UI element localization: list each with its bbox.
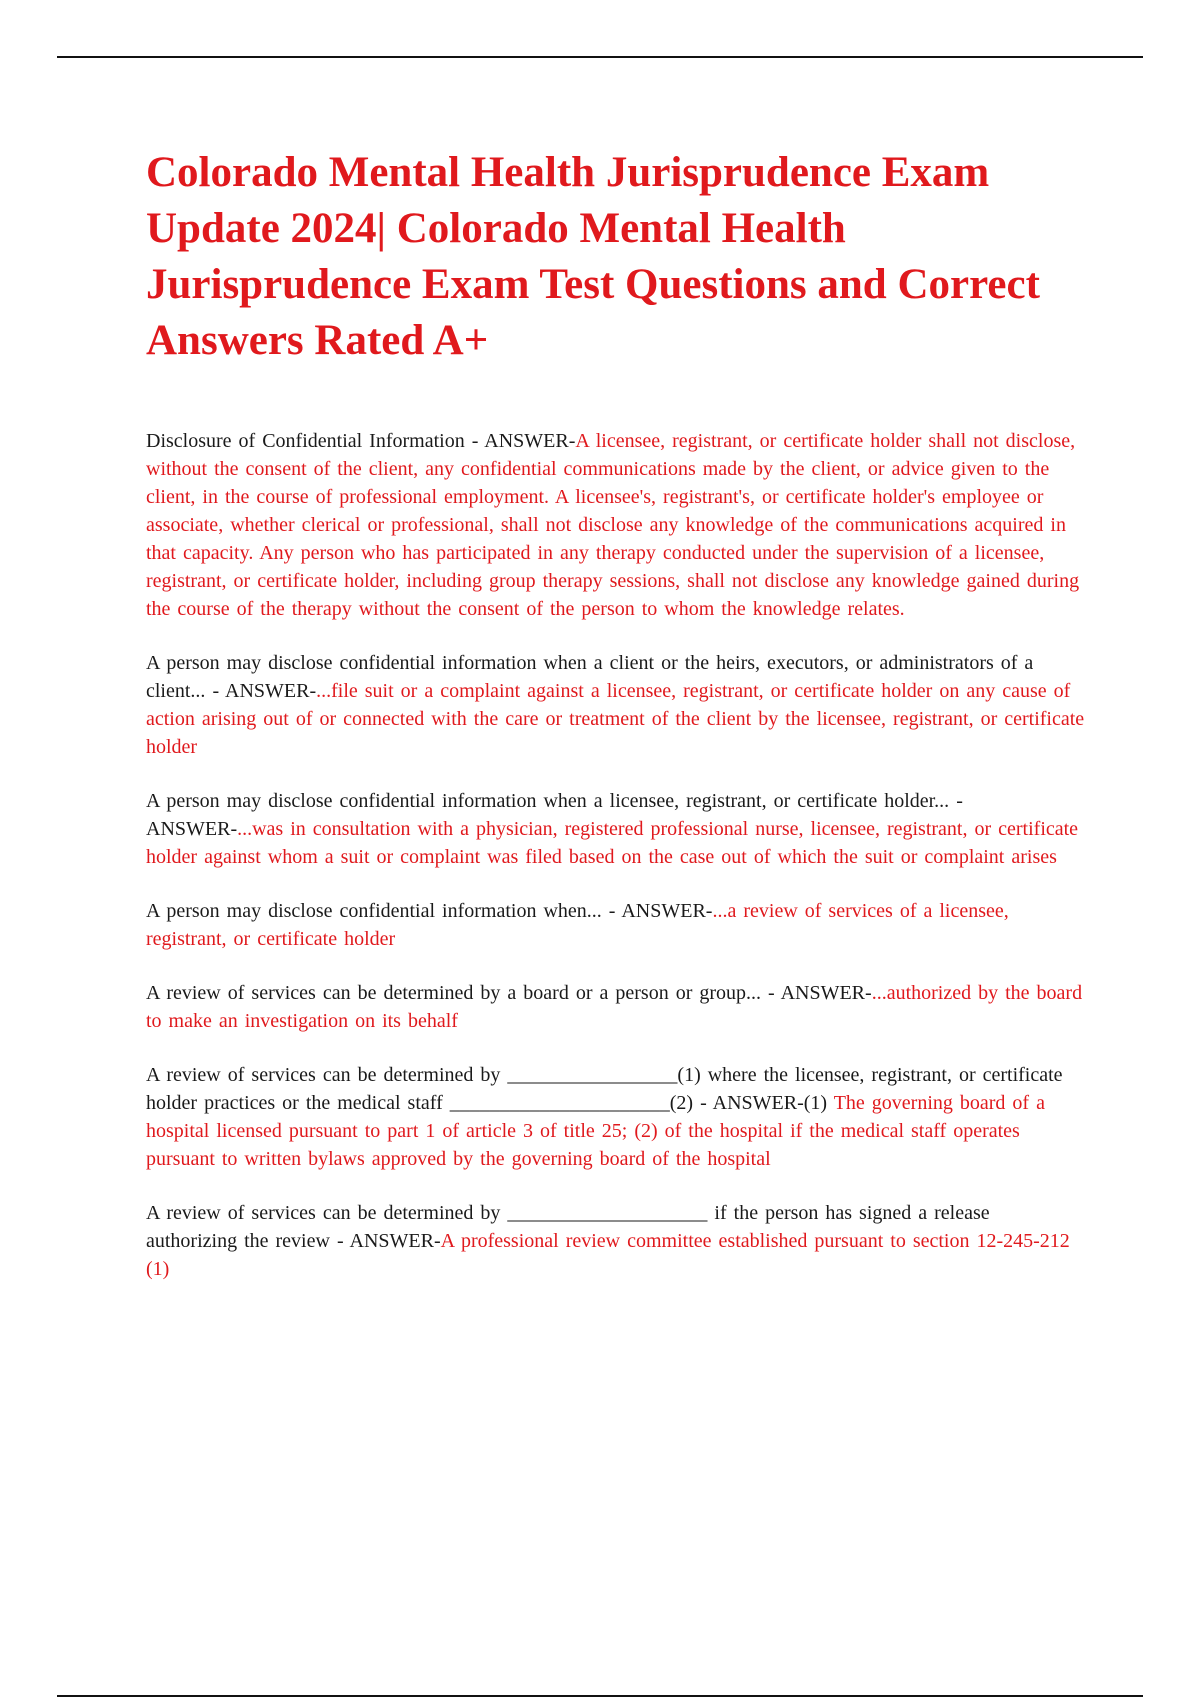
answer-marker: - ANSWER- — [693, 1092, 804, 1114]
document-title: Colorado Mental Health Jurisprudence Exam Update 2024| Colorado Mental Health Jurisprudence Exam Test Questions and Correct Answers Rated A+ — [146, 149, 1040, 364]
question-text: A review of services can be determined by _________________(1) where the licensee, registrant, or certificate holder practices or the medical staff ______________________(2) — [146, 1064, 1063, 1114]
top-rule — [57, 56, 1143, 58]
qa-item — [146, 1199, 1086, 1283]
question-text: Disclosure of Confidential Information — [146, 430, 465, 452]
qa-item — [146, 649, 1086, 761]
question-text: A person may disclose confidential information when a client or the heirs, executors, or administrators of a client... — [146, 652, 1034, 702]
qa-item — [146, 897, 1086, 953]
answer-text: ...was in consultation with a physician, registered professional nurse, licensee, registrant, or certificate holder against whom a suit or complaint was filed based on the case out of which the suit or complaint arises — [146, 818, 1079, 868]
question-text: A review of services can be determined by a board or a person or group... — [146, 982, 762, 1004]
question-text: A person may disclose confidential information when a licensee, registrant, or certificate holder... — [146, 790, 950, 812]
qa-item — [146, 1061, 1086, 1173]
answer-text: ...file suit or a complaint against a licensee, registrant, or certificate holder on any cause of action arising out of or connected with the care or treatment of the client by the licensee, registrant, or certificate holder — [146, 680, 1085, 758]
qa-item — [146, 787, 1086, 871]
qa-list — [146, 427, 1086, 1283]
document-body — [146, 145, 1086, 1309]
answer-text: The governing board of a hospital licensed pursuant to part 1 of article 3 of title 25; (2) of the hospital if the medical staff operates pursuant to written bylaws approved by the governing board of the hospital — [146, 1092, 1045, 1170]
question-text: A person may disclose confidential information when... — [146, 900, 602, 922]
answer-marker: - ANSWER- — [761, 982, 872, 1004]
answer-marker: - ANSWER- — [329, 1230, 441, 1252]
qa-item — [146, 427, 1086, 623]
bottom-rule — [57, 1695, 1143, 1697]
answer-marker: - ANSWER- — [464, 430, 576, 452]
answer-prefix: (1) — [803, 1092, 834, 1114]
question-text: A review of services can be determined by ____________________ if the person has signed a release authorizing the review — [146, 1202, 990, 1252]
answer-text: A licensee, registrant, or certificate holder shall not disclose, without the consent of the client, any confidential communications made by the client, or advice given to the client, in the course of professional employment. A licensee's, registrant's, or certificate holder's employee or associate, whether clerical or professional, shall not disclose any knowledge of the communications acquired in that capacity. Any person who has participated in any therapy conducted under the supervision of a licensee, registrant, or certificate holder, including group therapy sessions, shall not disclose any knowledge gained during the course of the therapy without the consent of the person to whom the knowledge relates. — [146, 430, 1080, 620]
answer-text: A professional review committee established pursuant to section 12-245-212 (1) — [146, 1230, 1070, 1280]
qa-item — [146, 979, 1086, 1035]
answer-marker: - ANSWER- — [146, 790, 963, 840]
answer-marker: - ANSWER- — [205, 680, 317, 702]
answer-text: ...authorized by the board to make an investigation on its behalf — [146, 982, 1083, 1032]
answer-text: ...a review of services of a licensee, registrant, or certificate holder — [146, 900, 1009, 950]
answer-marker: - ANSWER- — [601, 900, 713, 922]
